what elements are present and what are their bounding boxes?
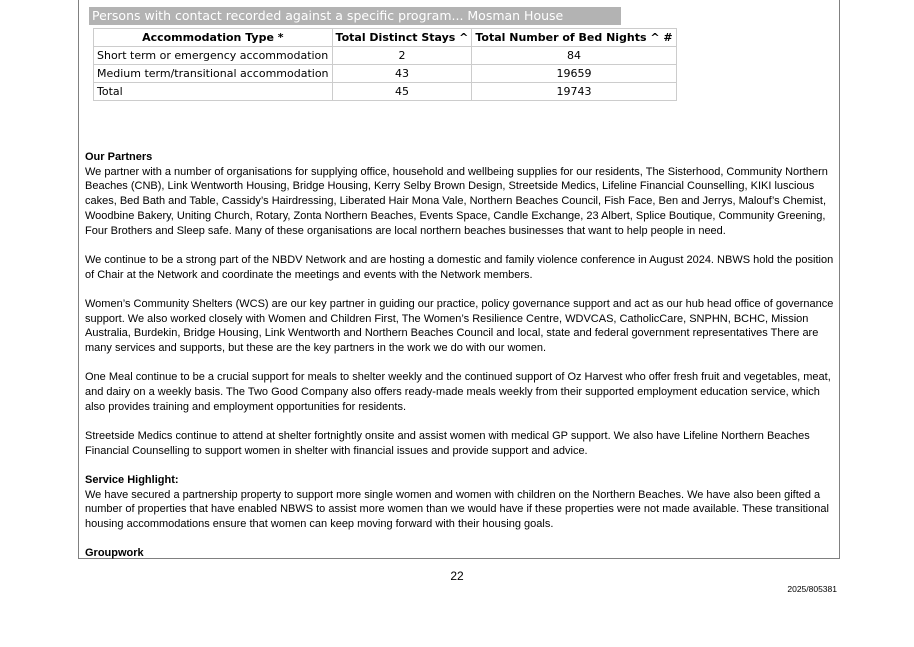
wcs-paragraph: Women’s Community Shelters (WCS) are our key partner in guiding our practice, policy governance support and act as our hub head office of governance support. We also worked closely with Women and Children First, The Women’s Resilience Centre, WDVCAS, CatholicCare, SNPHN, BCHC, Mission Australia, Burdekin, Bridge Housing, Link Wentworth and Northern Beaches Council and local, state and federal government representatives There are many services and supports, but these are the key partners in the work we do with our women. [85, 297, 834, 354]
page-number: 22 [450, 569, 464, 583]
cell-distinct-stays: 2 [332, 47, 472, 65]
meals-paragraph: One Meal continue to be a crucial support for meals to shelter weekly and the continued support of Oz Harvest who offer fresh fruit and vegetables, meat, and dairy on a weekly basis. The Two Good Company also offers ready-made meals weekly from their supported employment education service, which also provides training and employment opportunities for residents. [85, 371, 831, 413]
accommodation-table [93, 28, 677, 101]
table-row-total [94, 83, 677, 101]
table-banner-title: Persons with contact recorded against a specific program... Mosman House [89, 7, 621, 25]
column-header-total-distinct-stays: Total Distinct Stays ^ [332, 29, 472, 47]
groupwork-heading: Groupwork [85, 547, 144, 560]
document-reference: 2025/805381 [787, 584, 837, 594]
medics-paragraph: Streetside Medics continue to attend at shelter fortnightly onsite and assist women with medical GP support. We also have Lifeline Northern Beaches Financial Counselling to support women in shelter with financial issues and provide support and advice. [85, 429, 810, 457]
cell-accommodation-type: Medium term/transitional accommodation [94, 65, 333, 83]
cell-bed-nights: 19659 [472, 65, 676, 83]
cell-distinct-stays: 45 [332, 83, 472, 101]
cell-accommodation-type: Short term or emergency accommodation [94, 47, 333, 65]
partners-paragraph: We partner with a number of organisations for supplying office, household and wellbeing supplies for our residents, The Sisterhood, Community Northern Beaches (CNB), Link Wentworth Housing, Bridge Housing, Kerry Selby Brown Design, Streetside Medics, Lifeline Financial Counselling, KIKI luscious cakes, Bed Bath and Table, Cassidy’s Hairdressing, Liberated Hair Mona Vale, Northern Beaches Council, Fish Face, Ben and Jerrys, Malouf’s Chemist, Woodbine Bakery, Uniting Church, Rotary, Zonta Northern Beaches, Events Space, Candle Exchange, 23 Albert, Splice Boutique, Community Greening, Four Brothers and Sleep safe. Many of these organisations are local northern beaches businesses that want to help people in need. [85, 165, 828, 237]
network-paragraph: We continue to be a strong part of the NBDV Network and are hosting a domestic and family violence conference in August 2024. NBWS hold the position of Chair at the Network and coordinate the meetings and events with the Network members. [85, 253, 834, 281]
partners-heading: Our Partners [85, 151, 153, 163]
table-header-row [94, 29, 677, 47]
column-header-total-bed-nights: Total Number of Bed Nights ^ # [472, 29, 676, 47]
cell-distinct-stays: 43 [332, 65, 472, 83]
table-row [94, 47, 677, 65]
service-highlight-heading: Service Highlight: [85, 473, 179, 486]
table-row [94, 65, 677, 83]
column-header-accommodation-type: Accommodation Type * [94, 29, 333, 47]
cell-bed-nights: 84 [472, 47, 676, 65]
cell-bed-nights: 19743 [472, 83, 676, 101]
cell-accommodation-type: Total [94, 83, 333, 101]
report-body [85, 150, 837, 561]
service-highlight-paragraph: We have secured a partnership property to support more single women and women with children on the Northern Beaches. We have also been gifted a number of properties that have enabled NBWS to assist more women than we would have if these properties were not made available. These transitional housing accommodations ensure that women can keep moving forward with their housing goals. [85, 488, 829, 531]
